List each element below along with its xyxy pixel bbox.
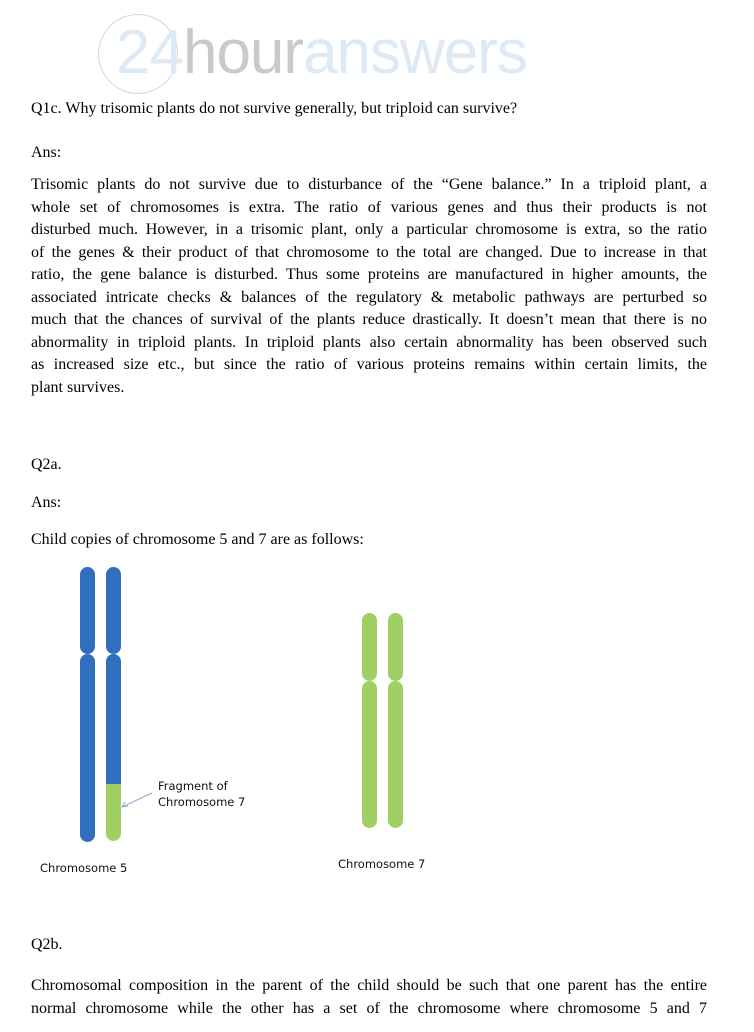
q2a-question: Q2a. bbox=[31, 456, 62, 473]
answer-line: ratio, the gene balance is disturbed. Thus some proteins are manufactured in higher amounts, the bbox=[31, 266, 707, 283]
q2a-intro: Child copies of chromosome 5 and 7 are as follows: bbox=[31, 531, 364, 548]
chr7-fragment bbox=[106, 774, 121, 841]
logo-hour: hour bbox=[182, 18, 304, 87]
logo-answers: answers bbox=[303, 18, 527, 87]
q2b-question: Q2b. bbox=[31, 936, 63, 953]
answer-line: plant survives. bbox=[31, 378, 125, 396]
fragment-label-1: Fragment of bbox=[158, 779, 228, 793]
chr5-right-long-arm bbox=[106, 654, 121, 784]
chr7-right-short-arm bbox=[388, 613, 403, 681]
chr7-label: Chromosome 7 bbox=[338, 857, 426, 871]
chr7-left-short-arm bbox=[362, 613, 377, 681]
answer-line: abnormality in triploid plants. In triploid plants also certain abnormality has been observed such bbox=[31, 333, 707, 351]
fragment-arrow bbox=[122, 793, 152, 807]
chromosome-diagram bbox=[0, 560, 754, 890]
answer-line: as increased size etc., but since the ratio of various proteins remains within certain limits, the bbox=[31, 356, 707, 373]
q1c-question: Q1c. Why trisomic plants do not survive generally, but triploid can survive? bbox=[31, 100, 518, 117]
answer-line: whole set of chromosomes is extra. The ratio of various genes and thus their products is not bbox=[31, 198, 707, 216]
q2b-answer bbox=[31, 975, 707, 1020]
answer-line: normal chromosome while the other has a set of the chromosome where chromosome 5 and 7 bbox=[31, 999, 707, 1017]
answer-line: much that the chances of survival of the plants reduce drastically. It doesn’t mean that there is no bbox=[31, 311, 707, 328]
logo bbox=[98, 12, 618, 92]
chromosome-7 bbox=[362, 613, 403, 828]
chr5-left-long-arm bbox=[80, 654, 95, 842]
answer-line: Trisomic plants do not survive due to disturbance of the “Gene balance.” In a triploid plant, a bbox=[31, 176, 707, 193]
answer-line: Chromosomal composition in the parent of the child should be such that one parent has the entire bbox=[31, 977, 707, 994]
answer-line: associated intricate checks & balances of the regulatory & metabolic pathways are perturbed so bbox=[31, 288, 707, 306]
chr7-left-long-arm bbox=[362, 681, 377, 828]
chr5-left-short-arm bbox=[80, 567, 95, 654]
chr7-right-long-arm bbox=[388, 681, 403, 828]
chr5-right-short-arm bbox=[106, 567, 121, 654]
q1c-answer bbox=[31, 174, 707, 399]
answer-line: disturbed much. However, in a trisomic plant, only a particular chromosome is extra, so the ratio bbox=[31, 221, 707, 238]
chromosome-5 bbox=[80, 567, 121, 842]
chr5-label: Chromosome 5 bbox=[40, 861, 128, 875]
fragment-label-2: Chromosome 7 bbox=[158, 795, 246, 809]
q1c-ans-label: Ans: bbox=[31, 144, 62, 161]
logo-number: 24 bbox=[116, 18, 183, 87]
answer-line: of the genes & their product of that chromosome to the total are changed. Due to increase in that bbox=[31, 243, 707, 261]
q2a-ans-label: Ans: bbox=[31, 494, 62, 511]
